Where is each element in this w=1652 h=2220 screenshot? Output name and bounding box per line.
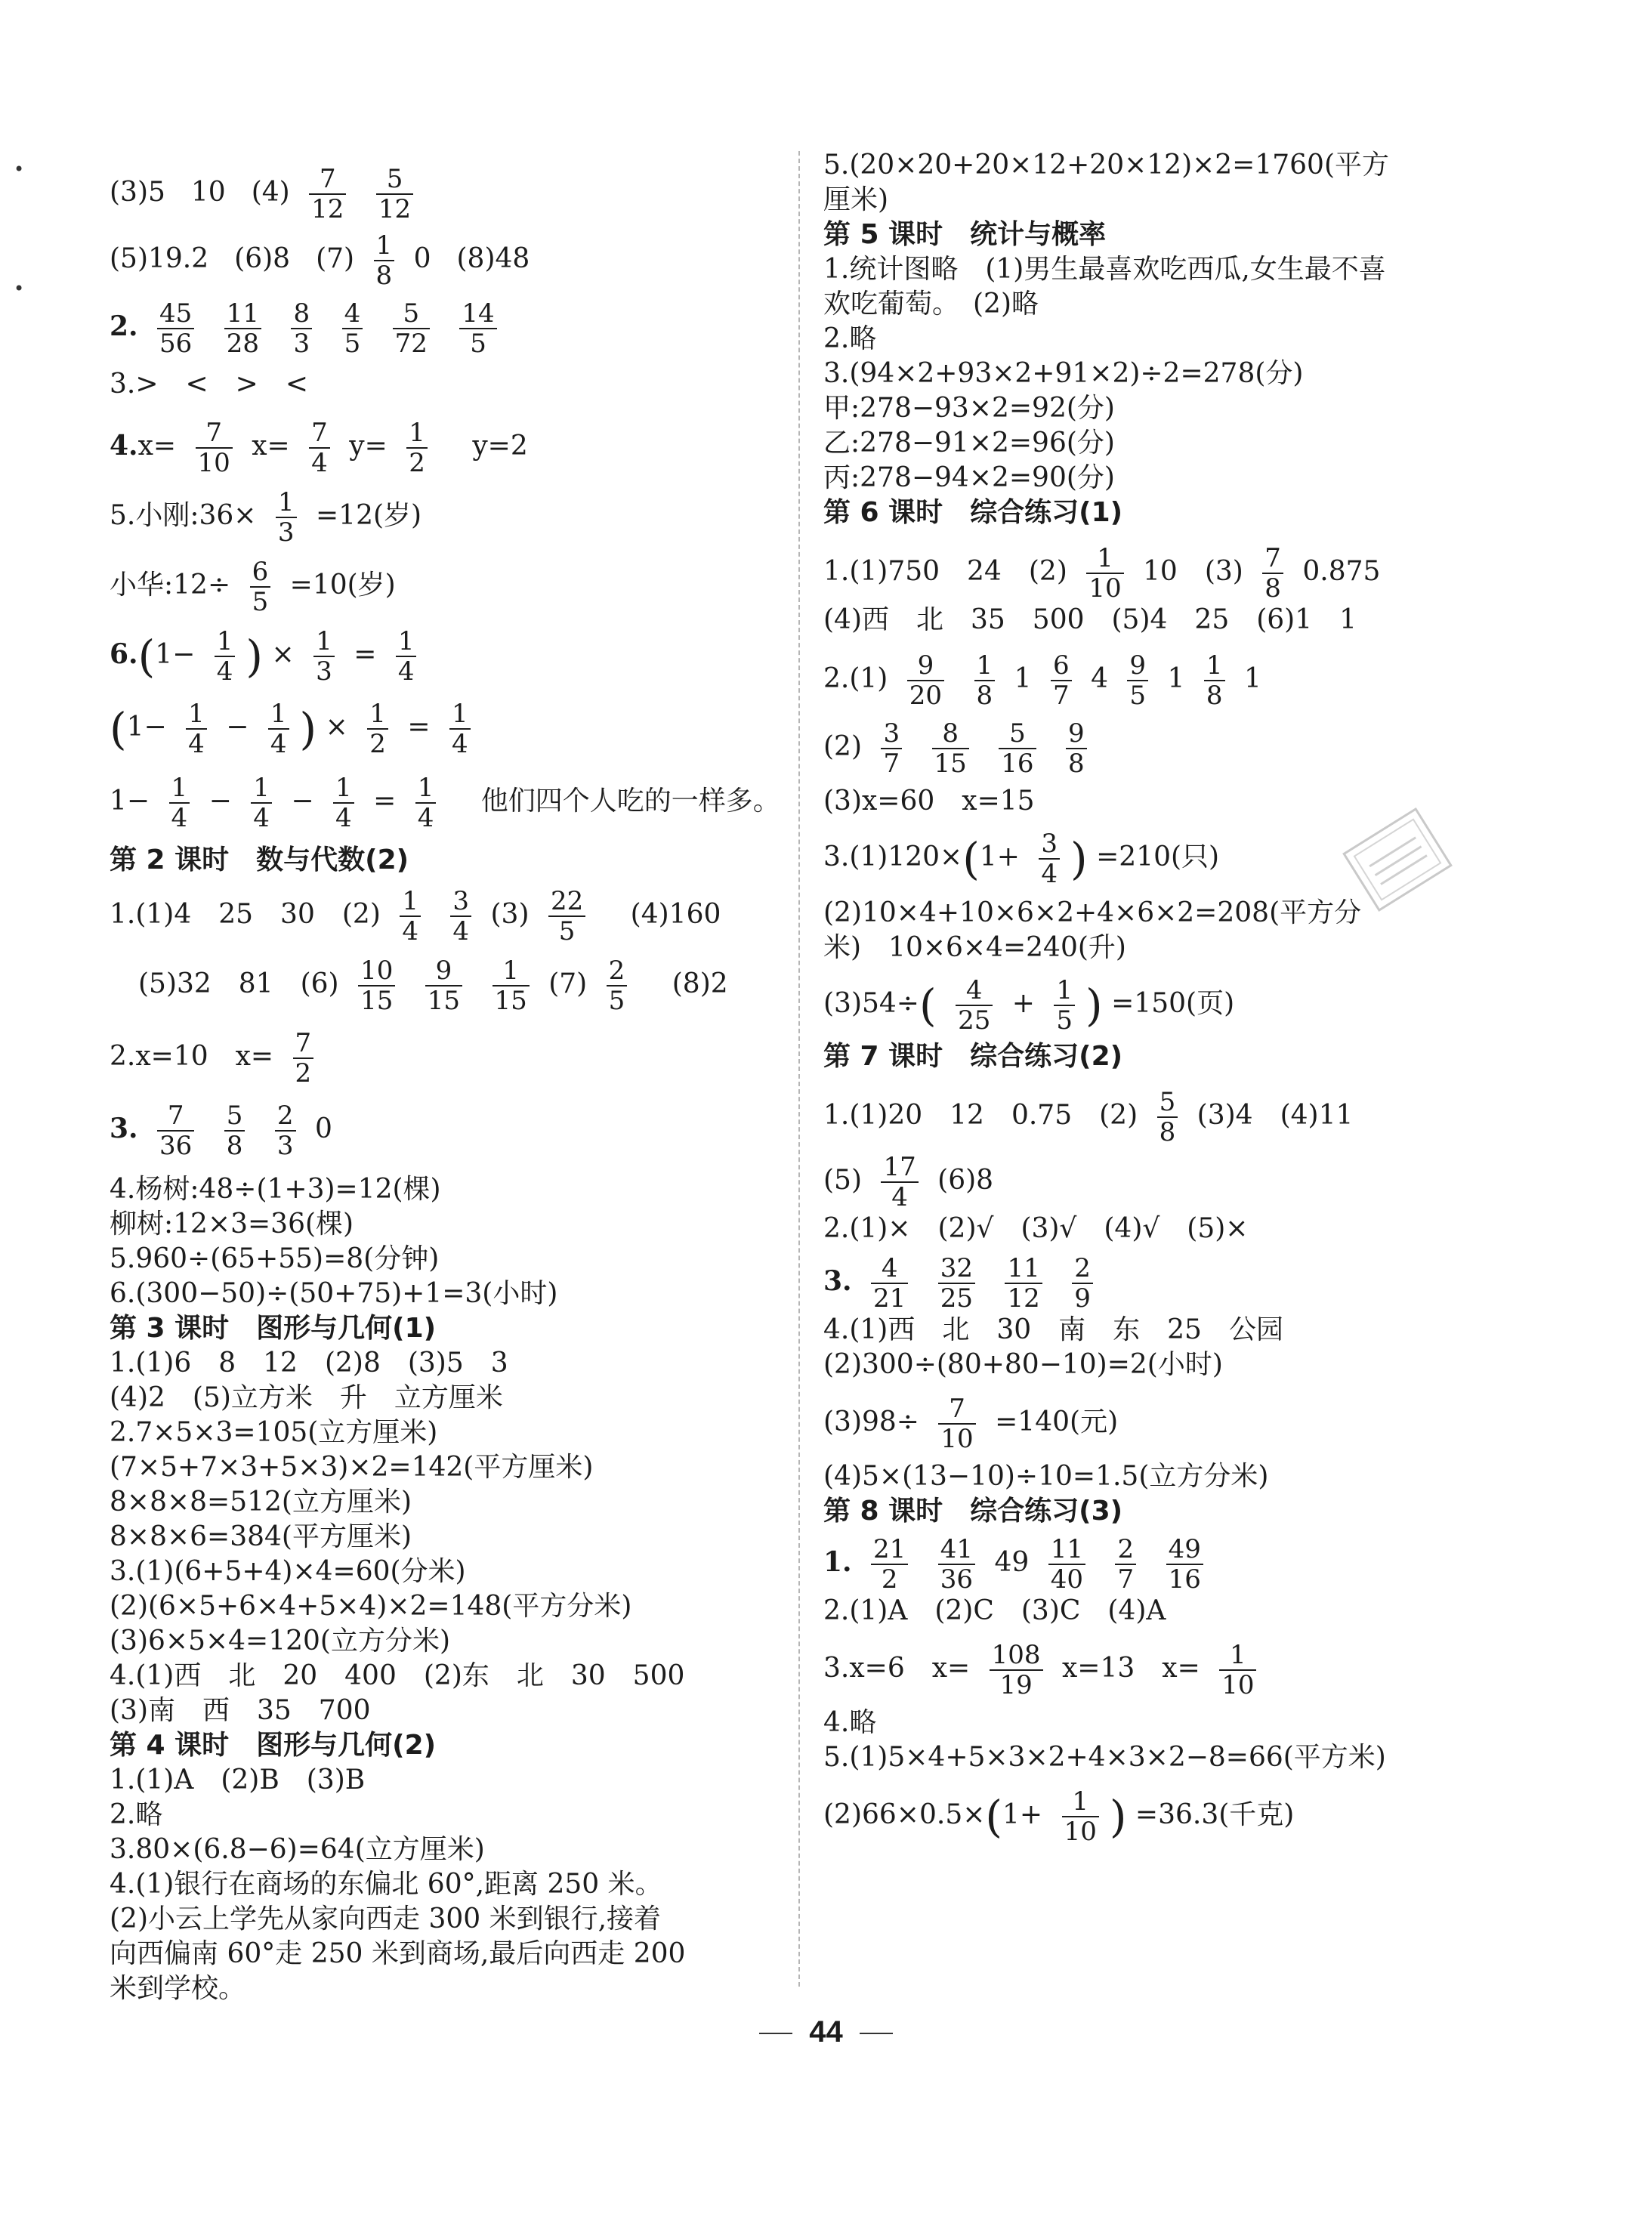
answer-line: 8×8×8=512(立方厘米) [110, 1487, 412, 1518]
answer-line: 米) 10×6×4=240(升) [823, 932, 1126, 963]
fraction: $\frac{2}{9}$ [1072, 1254, 1093, 1313]
answer-line: 2.略 [110, 1799, 163, 1830]
answer-line: 3.(1)(6+5+4)×4=60(分米) [110, 1556, 466, 1587]
answer-line: 向西偏南 60°走 250 米到商场,最后向西走 200 [110, 1938, 686, 1969]
answer-line: (3)54÷( $\frac{4}{25}$ + $\frac{1}{5}$ ) =150(页) [823, 975, 1235, 1036]
answer-line: (2)(6×5+6×4+5×4)×2=148(平方分米) [110, 1591, 632, 1622]
answer-line: 2.略 [823, 323, 877, 354]
answer-line: 4.x= $\frac{7}{10}$ x= $\frac{7}{4}$ y= $\frac{1}{2}$ y=2 [110, 418, 528, 478]
answer-line: 3.(94×2+93×2+91×2)÷2=278(分) [823, 358, 1304, 389]
answer-line: 1.(1)6 8 12 (2)8 (3)5 3 [110, 1348, 508, 1379]
fraction: $\frac{1}{3}$ [276, 488, 297, 547]
answer-line: 柳树:12×3=36(棵) [110, 1209, 354, 1240]
answer-line: 2.(1)× (2)√ (3)√ (4)√ (5)× [823, 1213, 1249, 1244]
answer-line: 4.略 [823, 1707, 877, 1738]
page-number: 44 [0, 2015, 1652, 2049]
fraction: $\frac{1}{4}$ [400, 887, 421, 946]
answer-line: 3.x=6 x= $\frac{108}{19}$ x=13 x= $\frac{1}{10}$ [823, 1641, 1267, 1700]
fraction: $\frac{41}{36}$ [938, 1535, 975, 1594]
fraction: $\frac{1}{4}$ [415, 773, 437, 832]
fraction: $\frac{1}{3}$ [313, 627, 335, 686]
fraction: $\frac{3}{7}$ [881, 719, 902, 778]
fraction: $\frac{11}{12}$ [1005, 1254, 1042, 1313]
fraction: $\frac{5}{12}$ [376, 165, 413, 224]
margin-dot: • [14, 278, 25, 299]
fraction: $\frac{11}{28}$ [224, 299, 261, 358]
fraction: $\frac{1}{4}$ [215, 627, 236, 686]
fraction: $\frac{1}{10}$ [1086, 544, 1123, 603]
fraction: $\frac{9}{15}$ [425, 956, 462, 1015]
answer-line: 乙:278−91×2=96(分) [823, 428, 1115, 459]
fraction: $\frac{7}{12}$ [309, 165, 346, 224]
section-heading: 第 2 课时 数与代数(2) [110, 844, 409, 875]
fraction: $\frac{8}{15}$ [932, 719, 969, 778]
answer-line: 2. $\frac{45}{56}$ $\frac{11}{28}$ $\frac{8}{3}$ $\frac{4}{5}$ $\frac{5}{72}$ $\frac{14}{5}$ [110, 299, 508, 358]
answer-line: (7×5+7×3+5×3)×2=142(平方厘米) [110, 1452, 594, 1483]
fraction: $\frac{7}{4}$ [309, 418, 330, 477]
fraction: $\frac{9}{8}$ [1066, 719, 1087, 778]
section-heading: 第 4 课时 图形与几何(2) [110, 1730, 437, 1761]
answer-line: 1.(1)4 25 30 (2) $\frac{1}{4}$ $\frac{3}{4}$ (3) $\frac{22}{5}$ (4)160 [110, 886, 721, 946]
fraction: $\frac{4}{5}$ [342, 299, 363, 358]
fraction: $\frac{1}{2}$ [367, 699, 388, 758]
section-heading: 第 5 课时 统计与概率 [823, 219, 1107, 250]
answer-line: 2.(1) $\frac{9}{20}$ $\frac{1}{8}$ 1 $\frac{6}{7}$ 4 $\frac{9}{5}$ 1 $\frac{1}{8}$ 1 [823, 650, 1261, 711]
answer-line: 3.(1)120×(1+ $\frac{3}{4}$ ) =210(只) [823, 829, 1220, 889]
fraction: $\frac{1}{4}$ [169, 773, 190, 832]
answer-line: 3. $\frac{7}{36}$ $\frac{5}{8}$ $\frac{2}{3}$ 0 [110, 1101, 332, 1161]
fraction: $\frac{14}{5}$ [459, 299, 496, 358]
answer-line: (3)x=60 x=15 [823, 786, 1035, 817]
answer-line: 8×8×6=384(平方厘米) [110, 1521, 412, 1552]
answer-line: (3)6×5×4=120(立方分米) [110, 1626, 451, 1657]
answer-line: 5.(1)5×4+5×3×2+4×3×2−8=66(平方米) [823, 1742, 1386, 1773]
fraction: $\frac{21}{2}$ [871, 1535, 908, 1594]
margin-dot: • [14, 159, 25, 180]
column-divider [798, 151, 800, 1987]
answer-line: (2) $\frac{3}{7}$ $\frac{8}{15}$ $\frac{5}{16}$ $\frac{9}{8}$ [823, 719, 1098, 778]
fraction: $\frac{5}{16}$ [999, 719, 1036, 778]
answer-line: 1.(1)A (2)B (3)B [110, 1765, 366, 1795]
fraction: $\frac{1}{8}$ [374, 231, 395, 290]
answer-line: 欢吃葡萄。 (2)略 [823, 289, 1039, 320]
fraction: $\frac{1}{15}$ [493, 956, 530, 1015]
answer-line: (4)2 (5)立方米 升 立方厘米 [110, 1382, 503, 1413]
fraction: $\frac{5}{72}$ [393, 299, 430, 358]
fraction: $\frac{7}{2}$ [293, 1029, 314, 1088]
answer-line: 小华:12÷ $\frac{6}{5}$ =10(岁) [110, 557, 396, 617]
fraction: $\frac{7}{8}$ [1262, 544, 1283, 603]
answer-line: (4)5×(13−10)÷10=1.5(立方分米) [823, 1461, 1269, 1492]
section-heading: 第 7 课时 综合练习(2) [823, 1041, 1123, 1072]
fraction: $\frac{11}{40}$ [1048, 1535, 1085, 1594]
fraction: $\frac{45}{56}$ [157, 299, 194, 358]
fraction: $\frac{7}{36}$ [157, 1101, 194, 1160]
fraction: $\frac{1}{10}$ [1062, 1787, 1099, 1846]
answer-line: 厘米) [823, 184, 889, 215]
answer-line: (2)300÷(80+80−10)=2(小时) [823, 1349, 1223, 1380]
answer-line: (5)32 81 (6) $\frac{10}{15}$ $\frac{9}{15}$ $\frac{1}{15}$ (7) $\frac{2}{5}$ (8)2 [138, 956, 728, 1016]
fraction: $\frac{17}{4}$ [881, 1153, 918, 1212]
answer-line: 丙:278−94×2=90(分) [823, 462, 1115, 493]
answer-line: (5) $\frac{17}{4}$ (6)8 [823, 1152, 994, 1212]
fraction: $\frac{1}{5}$ [1054, 976, 1075, 1035]
answer-line: 2.x=10 x= $\frac{7}{2}$ [110, 1029, 324, 1088]
answer-line: 2.7×5×3=105(立方厘米) [110, 1417, 438, 1448]
fraction: $\frac{10}{15}$ [358, 956, 395, 1015]
answer-line: 4.(1)银行在商场的东偏北 60°,距离 250 米。 [110, 1869, 662, 1900]
answer-line: (2)10×4+10×6×2+4×6×2=208(平方分 [823, 897, 1362, 928]
section-heading: 第 6 课时 综合练习(1) [823, 497, 1123, 528]
answer-line: 5.小刚:36× $\frac{1}{3}$ =12(岁) [110, 487, 422, 548]
fraction: $\frac{7}{10}$ [938, 1394, 975, 1453]
fraction: $\frac{1}{4}$ [396, 627, 417, 686]
fraction: $\frac{2}{7}$ [1115, 1535, 1136, 1594]
fraction: $\frac{8}{3}$ [291, 299, 312, 358]
fraction: $\frac{1}{4}$ [333, 773, 354, 832]
fraction: $\frac{9}{5}$ [1127, 651, 1148, 710]
answer-line: 米到学校。 [110, 1973, 246, 2004]
fraction: $\frac{1}{4}$ [268, 699, 289, 758]
fraction: $\frac{7}{10}$ [196, 418, 233, 477]
answer-line: 1.(1)750 24 (2) $\frac{1}{10}$ 10 (3) $\frac{7}{8}$ 0.875 [823, 543, 1381, 604]
fraction: $\frac{9}{20}$ [907, 651, 944, 710]
fraction: $\frac{108}{19}$ [990, 1641, 1043, 1700]
answer-line: 5.(20×20+20×12+20×12)×2=1760(平方 [823, 150, 1390, 181]
fraction: $\frac{1}{4}$ [449, 699, 471, 758]
fraction: $\frac{1}{10}$ [1219, 1641, 1256, 1700]
answer-line: (1− $\frac{1}{4}$ − $\frac{1}{4}$ ) × $\frac{1}{2}$ = $\frac{1}{4}$ [110, 699, 481, 758]
fraction: $\frac{5}{8}$ [1157, 1088, 1178, 1147]
fraction: $\frac{1}{4}$ [251, 773, 272, 832]
answer-line: 6.(1− $\frac{1}{4}$ ) × $\frac{1}{3}$ = $\frac{1}{4}$ [110, 627, 427, 686]
answer-line: (3)南 西 35 700 [110, 1695, 371, 1726]
fraction: $\frac{6}{5}$ [250, 557, 271, 616]
fraction: $\frac{2}{3}$ [275, 1101, 296, 1160]
answer-line: 3. $\frac{4}{21}$ $\frac{32}{25}$ $\frac{11}{12}$ $\frac{2}{9}$ [823, 1254, 1104, 1313]
answer-line: 4.(1)西 北 20 400 (2)东 北 30 500 [110, 1660, 685, 1691]
answer-line: 1. $\frac{21}{2}$ $\frac{41}{36}$ 49 $\frac{11}{40}$ $\frac{2}{7}$ $\frac{49}{16}$ [823, 1535, 1214, 1594]
answer-line: 甲:278−93×2=92(分) [823, 393, 1115, 424]
fraction: $\frac{6}{7}$ [1051, 651, 1072, 710]
fraction: $\frac{22}{5}$ [548, 887, 585, 946]
fraction: $\frac{5}{8}$ [224, 1101, 245, 1160]
fraction: $\frac{1}{4}$ [186, 699, 207, 758]
answer-line: 1.(1)20 12 0.75 (2) $\frac{5}{8}$ (3)4 (4)11 [823, 1087, 1354, 1147]
answer-line: 1− $\frac{1}{4}$ − $\frac{1}{4}$ − $\frac{1}{4}$ = $\frac{1}{4}$ 他们四个人吃的一样多。 [110, 773, 780, 833]
fraction: $\frac{49}{16}$ [1166, 1535, 1203, 1594]
answer-line: 3.80×(6.8−6)=64(立方厘米) [110, 1834, 485, 1865]
answer-line: 5.960÷(65+55)=8(分钟) [110, 1243, 440, 1274]
answer-line: 4.杨树:48÷(1+3)=12(棵) [110, 1174, 441, 1205]
fraction: $\frac{4}{21}$ [871, 1254, 908, 1313]
answer-line: 1.统计图略 (1)男生最喜欢吃西瓜,女生最不喜 [823, 254, 1386, 285]
answer-line: (3)98÷ $\frac{7}{10}$ =140(元) [823, 1394, 1119, 1454]
answer-line: 3.> < > < [110, 369, 309, 400]
answer-line: 4.(1)西 北 30 南 东 25 公园 [823, 1314, 1283, 1345]
fraction: $\frac{3}{4}$ [450, 887, 471, 946]
answer-line: (3)5 10 (4) $\frac{7}{12}$ $\frac{5}{12}$ [110, 165, 424, 224]
fraction: $\frac{4}{25}$ [956, 976, 993, 1035]
fraction: $\frac{2}{5}$ [607, 956, 628, 1015]
fraction: $\frac{1}{8}$ [1204, 651, 1225, 710]
section-heading: 第 3 课时 图形与几何(1) [110, 1313, 437, 1344]
fraction: $\frac{32}{25}$ [938, 1254, 975, 1313]
answer-line: (5)19.2 (6)8 (7) $\frac{1}{8}$ 0 (8)48 [110, 230, 530, 291]
fraction: $\frac{3}{4}$ [1039, 829, 1060, 888]
answer-line: 6.(300−50)÷(50+75)+1=3(小时) [110, 1278, 558, 1309]
section-heading: 第 8 课时 综合练习(3) [823, 1496, 1123, 1527]
fraction: $\frac{1}{2}$ [406, 418, 428, 477]
answer-line: (2)66×0.5×(1+ $\frac{1}{10}$ ) =36.3(千克) [823, 1786, 1295, 1847]
fraction: $\frac{1}{8}$ [974, 651, 996, 710]
answer-line: 2.(1)A (2)C (3)C (4)A [823, 1595, 1166, 1626]
answer-line: (4)西 北 35 500 (5)4 25 (6)1 1 [823, 604, 1357, 635]
answer-line: (2)小云上学先从家向西走 300 米到银行,接着 [110, 1904, 662, 1934]
